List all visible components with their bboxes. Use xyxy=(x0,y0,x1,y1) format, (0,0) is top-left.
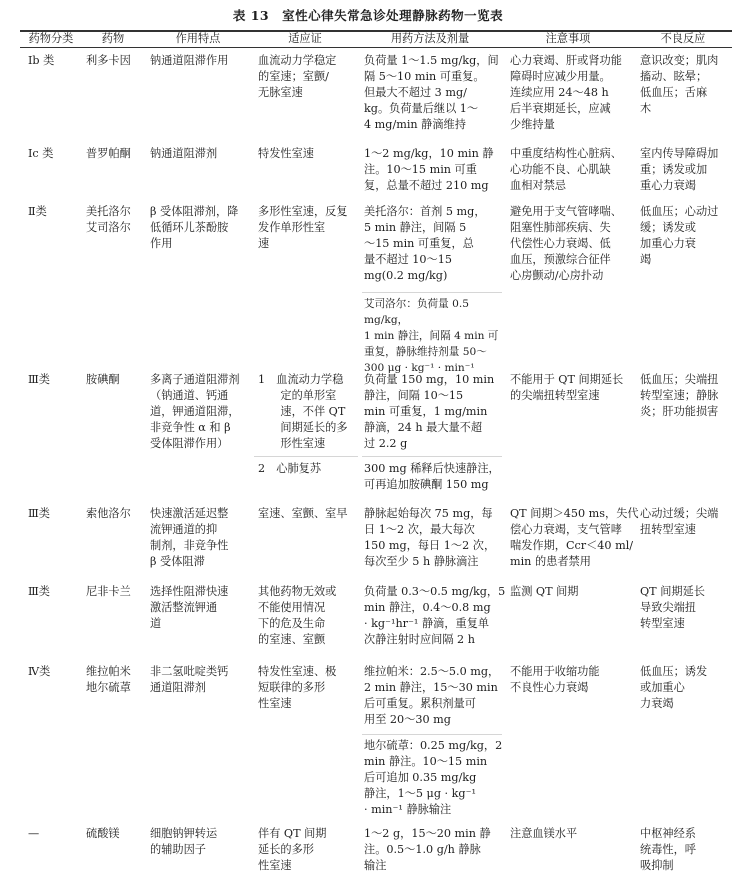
row-adverse: 心动过缓；尖端 扭转型室速 xyxy=(640,507,719,536)
row-dosage: 负荷量 150 mg，10 min 静注，间隔 10～15 min 可重复，1 mg/min 静滴，24 h 最大量不超 过 2.2 g xyxy=(364,373,495,450)
row-indication: 其他药物无效或 不能使用情况 下的危及生命 的室速、室颤 xyxy=(258,585,337,646)
row-drug: 美托洛尔 艾司洛尔 xyxy=(86,205,131,234)
row-drug: 普罗帕酮 xyxy=(86,147,131,160)
row-dosage: 维拉帕米：2.5～5.0 mg， 2 min 静注，15～30 min 后可重复。累积剂量可 用至 20～30 mg xyxy=(364,665,500,726)
header-feature: 作用特点 xyxy=(175,32,221,45)
row-adverse: 中枢神经系 统毒性，呼 吸抑制 xyxy=(640,827,696,872)
row-feature: 钠通道阻滞作用 xyxy=(150,54,229,67)
row-indication: 多形性室速，反复 发作单形性室 速 xyxy=(258,205,348,250)
header-adverse: 不良反应 xyxy=(660,32,706,45)
row-feature: 多离子通道阻滞剂 （钠通道、钙通 道，钾通道阻滞， 非竞争性 α 和 β 受体阻滞作用） xyxy=(150,373,240,450)
row-class: Ⅳ类 xyxy=(28,665,51,678)
row-class: Ⅰb 类 xyxy=(28,54,55,67)
row-caution: 注意血镁水平 xyxy=(510,827,578,840)
row-drug: 硫酸镁 xyxy=(86,827,120,840)
row-adverse: 意识改变；肌肉 搐动、眩晕； 低血压；舌麻 木 xyxy=(640,54,719,115)
header-class: 药物分类 xyxy=(28,32,74,45)
row-dosage: 1～2 mg/kg，10 min 静 注。10～15 min 可重 复，总量不超过 210 mg xyxy=(364,147,494,192)
row-adverse: 低血压；诱发 或加重心 力衰竭 xyxy=(640,665,708,710)
row-indication: 特发性室速、极 短联律的多形 性室速 xyxy=(258,665,337,710)
row-dosage: 负荷量 1～1.5 mg/kg，间 隔 5～10 min 可重复。 但最大不超过 3 mg/ kg。负荷量后继以 1～ 4 mg/min 静滴维持 xyxy=(364,54,499,131)
header-drug: 药物 xyxy=(101,32,125,45)
row-class: Ⅱ类 xyxy=(28,205,47,218)
row-class: Ⅲ类 xyxy=(28,507,50,520)
row-indication: 室速、室颤、室早 xyxy=(258,507,348,520)
dosage-divider xyxy=(362,456,502,457)
row-dosage-secondary: 地尔硫䓬：0.25 mg/kg，2 min 静注。10～15 min 后可追加 0.35 mg/kg 静注，1～5 μg · kg⁻¹ · min⁻¹ 静脉输注 xyxy=(364,739,503,816)
row-class: — xyxy=(28,827,40,840)
dosage-divider xyxy=(362,734,502,735)
row-drug: 尼非卡兰 xyxy=(86,585,131,598)
row-adverse: 低血压；尖端扭 转型室速；静脉 炎；肝功能损害 xyxy=(640,373,719,418)
row-feature: 快速激活延迟整 流钾通道的抑 制剂，非竞争性 β 受体阻滞 xyxy=(150,507,229,568)
row-drug: 维拉帕米 地尔硫䓬 xyxy=(86,665,131,694)
row-caution: QT 间期＞450 ms，失代 偿心力衰竭，支气管哮 喘发作期，Ccr＜40 ml/ min 的患者禁用 xyxy=(510,507,639,568)
row-feature: β 受体阻滞剂，降 低循环儿茶酚胺 作用 xyxy=(150,205,239,250)
row-indication: 特发性室速 xyxy=(258,147,314,160)
row-dosage-secondary: 艾司洛尔：负荷量 0.5 mg/kg， 1 min 静注，间隔 4 min 可 重复，静脉维持剂量 50～ 300 μg · kg⁻¹ · min⁻¹ xyxy=(364,298,499,374)
row-adverse: 低血压；心动过 缓；诱发或 加重心力衰 竭 xyxy=(640,205,719,266)
row-feature: 细胞钠钾转运 的辅助因子 xyxy=(150,827,218,856)
row-dosage: 静脉起始每次 75 mg，每 日 1～2 次，最大每次 150 mg，每日 1～2 次， 每次至少 5 h 静脉滴注 xyxy=(364,507,496,568)
row-indication: 1 血流动力学稳 定的单形室 速，不伴 QT 间期延长的多 形性室速 xyxy=(258,373,348,450)
row-drug: 胺碘酮 xyxy=(86,373,120,386)
row-adverse: QT 间期延长 导致尖端扭 转型室速 xyxy=(640,585,705,630)
row-caution: 不能用于 QT 间期延长 的尖端扭转型室速 xyxy=(510,373,624,402)
row-adverse: 室内传导障碍加 重；诱发或加 重心力衰竭 xyxy=(640,147,719,192)
row-drug: 利多卡因 xyxy=(86,54,131,67)
header-rule xyxy=(20,47,732,48)
row-dosage: 美托洛尔：首剂 5 mg， 5 min 静注，间隔 5 ～15 min 可重复，总 量不超过 10～15 mg(0.2 mg/kg) xyxy=(364,205,486,282)
row-class: Ⅰc 类 xyxy=(28,147,54,160)
dosage-divider xyxy=(362,292,502,293)
header-caution: 注意事项 xyxy=(545,32,591,45)
row-class: Ⅲ类 xyxy=(28,373,50,386)
row-indication: 血流动力学稳定 的室速；室颤/ 无脉室速 xyxy=(258,54,337,99)
row-indication: 伴有 QT 间期 延长的多形 性室速 xyxy=(258,827,327,872)
row-caution: 中重度结构性心脏病、 心功能不良、心肌缺 血相对禁忌 xyxy=(510,147,622,192)
header-dosage: 用药方法及剂量 xyxy=(390,32,470,45)
row-feature: 非二氢吡啶类钙 通道阻滞剂 xyxy=(150,665,229,694)
header-indication: 适应证 xyxy=(288,32,322,45)
indication-divider xyxy=(254,456,358,457)
table-title: 表 13 室性心律失常急诊处理静脉药物一览表 xyxy=(232,8,504,23)
row-dosage: 1～2 g，15～20 min 静 注。0.5～1.0 g/h 静脉 输注 xyxy=(364,827,491,872)
row-caution: 避免用于支气管哮喘、 阻塞性肺部疾病、失 代偿性心力衰竭、低 血压，预激综合征伴 心房颤动/心房扑动 xyxy=(510,205,622,282)
row-caution: 监测 QT 间期 xyxy=(510,585,579,598)
row-caution: 不能用于收缩功能 不良性心力衰竭 xyxy=(510,665,600,694)
row-feature: 钠通道阻滞剂 xyxy=(150,147,218,160)
row-dosage: 负荷量 0.3～0.5 mg/kg，5 min 静注，0.4～0.8 mg · kg⁻¹hr⁻¹ 静滴，重复单 次静注射时应间隔 2 h xyxy=(364,585,506,646)
row-feature: 选择性阻滞快速 激活整流钾通 道 xyxy=(150,585,229,630)
row-class: Ⅲ类 xyxy=(28,585,50,598)
row-indication-secondary: 2 心肺复苏 xyxy=(258,462,322,475)
row-caution: 心力衰竭、肝或肾功能 障碍时应减少用量。 连续应用 24～48 h 后半衰期延长，应减 少维持量 xyxy=(510,54,622,131)
row-drug: 索他洛尔 xyxy=(86,507,131,520)
row-dosage-secondary: 300 mg 稀释后快速静注， 可再追加胺碘酮 150 mg xyxy=(364,462,500,491)
